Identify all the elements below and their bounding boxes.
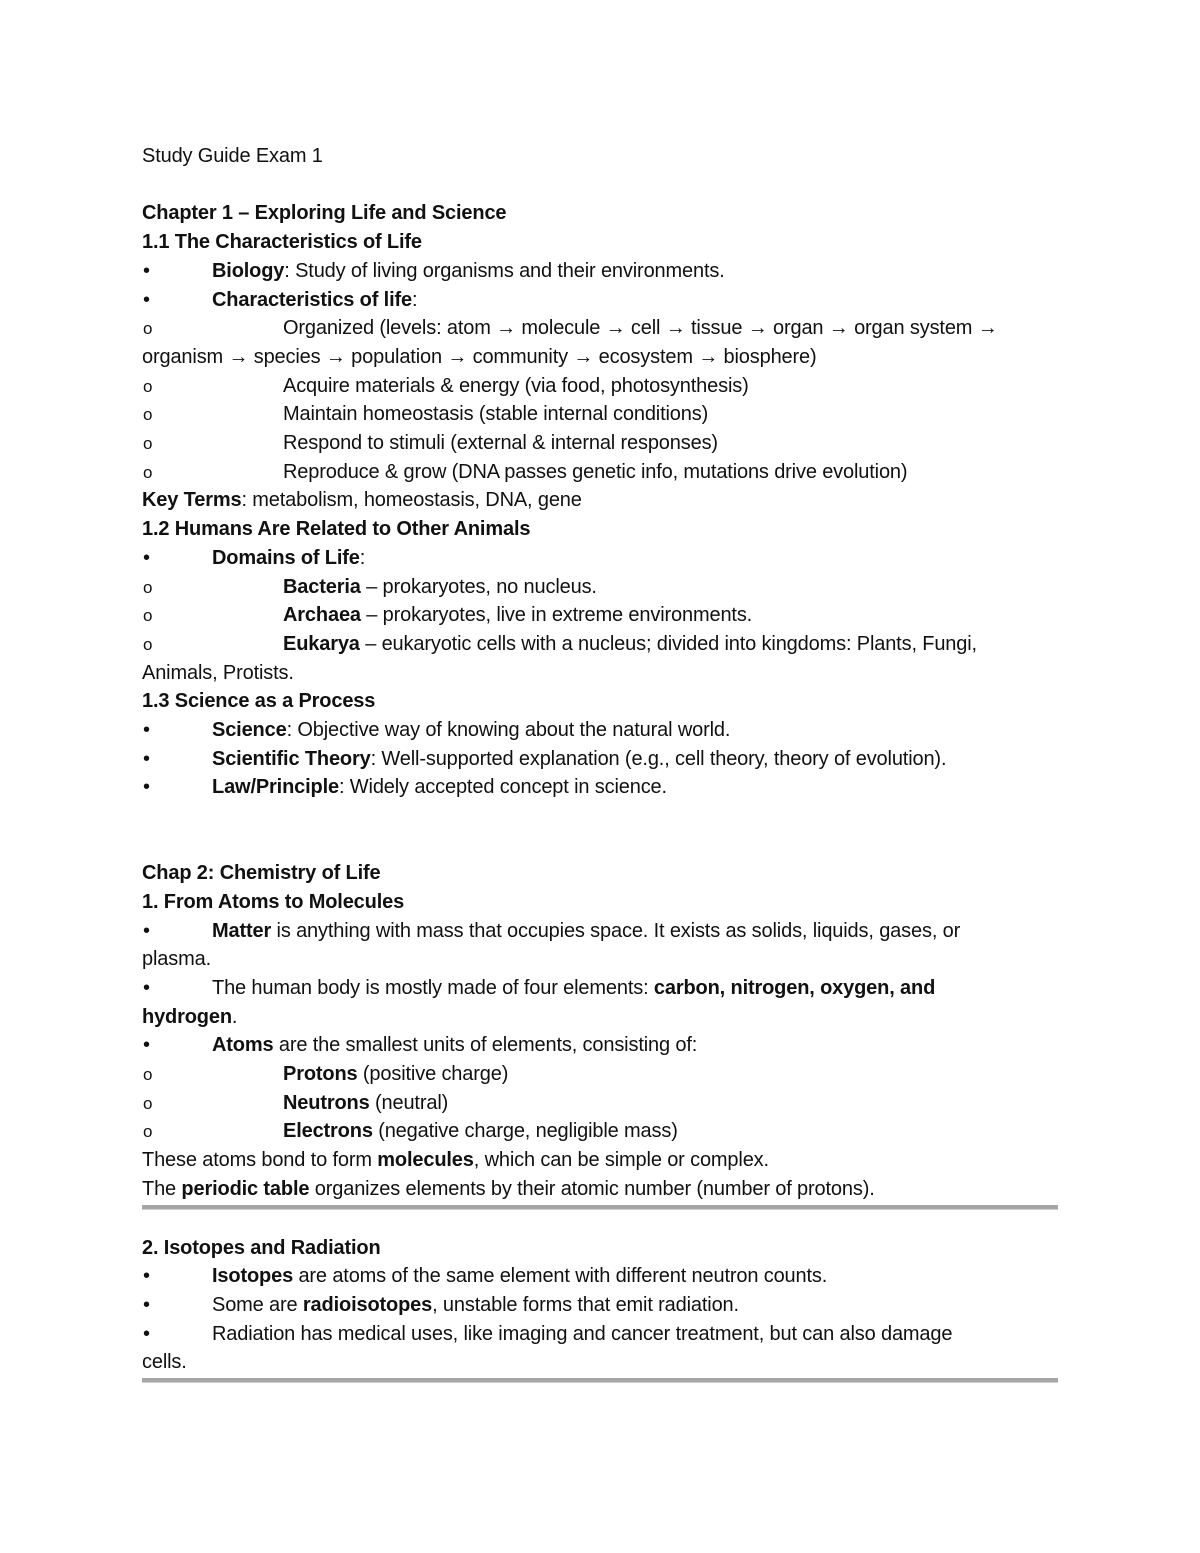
- def-matter-2: plasma.: [142, 948, 211, 971]
- bullet-marker: •: [143, 288, 150, 311]
- bullet-marker: •: [143, 919, 150, 942]
- sub-bacteria: [142, 573, 1062, 602]
- term-science: Science: [212, 719, 287, 742]
- sub-marker: o: [143, 405, 153, 425]
- sub-electrons: [142, 1117, 1062, 1146]
- sub-archaea: [142, 601, 1062, 630]
- chapter-2-heading: Chap 2: Chemistry of Life: [142, 862, 381, 885]
- def-protons: (positive charge): [357, 1063, 509, 1086]
- sub-respond: [142, 429, 1062, 458]
- term-matter: Matter: [212, 919, 272, 942]
- bullet-marker: •: [143, 546, 150, 569]
- key-terms-list: : metabolism, homeostasis, DNA, gene: [241, 489, 582, 512]
- def-biology: : Study of living organisms and their environments.: [284, 259, 725, 282]
- def-isotopes: are atoms of the same element with different neutron counts.: [293, 1265, 828, 1288]
- def-eukarya-1: – eukaryotic cells with a nucleus; divided into kingdoms: Plants, Fungi,: [359, 632, 977, 655]
- sub-organized: [142, 314, 1062, 343]
- sub-reproduce: [142, 458, 1062, 487]
- term-theory: Scientific Theory: [212, 747, 371, 770]
- key-terms-line: [142, 486, 1062, 515]
- periodic-table-line: [142, 1175, 1062, 1204]
- bullet-radioisotopes: [142, 1291, 1062, 1320]
- section-2-1-heading: 1. From Atoms to Molecules: [142, 890, 405, 913]
- radiation-line-1: Radiation has medical uses, like imaging and cancer treatment, but can also damage: [212, 1322, 953, 1345]
- def-bacteria: – prokaryotes, no nucleus.: [360, 575, 597, 598]
- sub-marker: o: [143, 462, 153, 482]
- body-elements-1: carbon, nitrogen, oxygen, and: [653, 976, 936, 999]
- reproduce-text: Reproduce & grow (DNA passes genetic info, mutations drive evolution): [283, 460, 908, 483]
- bullet-characteristics: [142, 286, 1062, 315]
- organized-line-2: organism → species → population → community → ecosystem → biosphere): [142, 345, 817, 368]
- acquire-text: Acquire materials & energy (via food, photosynthesis): [283, 374, 749, 397]
- bullet-body: [142, 974, 1062, 1003]
- term-atoms: Atoms: [212, 1034, 274, 1057]
- sub-marker: o: [143, 634, 153, 654]
- document-page: [142, 142, 1062, 1383]
- key-terms-label: Key Terms: [142, 489, 242, 512]
- term-radioisotopes: radioisotopes: [302, 1294, 433, 1316]
- bullet-atoms: [142, 1031, 1062, 1060]
- term-neutrons: Neutrons: [283, 1091, 370, 1114]
- sub-marker: o: [143, 577, 153, 597]
- sub-marker: o: [143, 1093, 153, 1113]
- colon: :: [411, 288, 418, 311]
- sub-marker: o: [143, 1065, 153, 1085]
- term-biology: Biology: [212, 259, 285, 282]
- body-elements-2: hydrogen: [142, 1005, 232, 1028]
- def-science: : Objective way of knowing about the natural world.: [286, 719, 731, 742]
- bullet-marker: •: [143, 1294, 150, 1316]
- term-bacteria: Bacteria: [283, 575, 361, 598]
- bullet-matter: [142, 917, 1062, 946]
- body-pre: The human body is mostly made of four elements:: [212, 976, 654, 999]
- bond-pre: These atoms bond to form: [142, 1149, 378, 1172]
- spacer: [142, 1210, 1062, 1234]
- sub-marker: o: [143, 376, 153, 396]
- bullet-radiation: [142, 1320, 1062, 1349]
- pt-post: organizes elements by their atomic number (number of protons).: [309, 1177, 875, 1200]
- term-eukarya: Eukarya: [283, 632, 360, 655]
- term-domains: Domains of Life: [212, 546, 360, 569]
- document-title: Study Guide Exam 1: [142, 145, 323, 167]
- def-neutrons: (neutral): [369, 1091, 449, 1114]
- bullet-isotopes: [142, 1262, 1062, 1291]
- section-1-1-heading: 1.1 The Characteristics of Life: [142, 231, 422, 254]
- term-protons: Protons: [283, 1063, 358, 1086]
- bullet-marker: •: [143, 747, 150, 770]
- bullet-marker: •: [143, 976, 150, 999]
- bullet-science: [142, 716, 1062, 745]
- body-end: .: [231, 1005, 238, 1028]
- organized-line-1: Organized (levels: atom → molecule → cell → tissue → organ → organ system →: [283, 317, 998, 340]
- bullet-marker: •: [143, 1265, 150, 1288]
- sub-marker: o: [143, 319, 153, 339]
- bullet-law: [142, 773, 1062, 802]
- section-1-3-heading: 1.3 Science as a Process: [142, 690, 376, 713]
- section-2-2-heading: 2. Isotopes and Radiation: [142, 1236, 381, 1259]
- def-matter-1: is anything with mass that occupies space. It exists as solids, liquids, gases, or: [271, 919, 961, 942]
- def-law: : Widely accepted concept in science.: [338, 776, 667, 799]
- term-archaea: Archaea: [283, 604, 361, 627]
- sub-maintain: [142, 400, 1062, 429]
- horizontal-rule: [142, 1378, 1058, 1383]
- body-line-2: [142, 1003, 1062, 1032]
- respond-text: Respond to stimuli (external & internal responses): [283, 432, 718, 455]
- sub-neutrons: [142, 1089, 1062, 1118]
- radiation-line-2: cells.: [142, 1351, 187, 1374]
- spacer: [142, 802, 1062, 859]
- bullet-marker: •: [143, 1034, 150, 1057]
- bullet-marker: •: [143, 259, 150, 282]
- def-eukarya-2: Animals, Protists.: [142, 661, 294, 684]
- sub-protons: [142, 1060, 1062, 1089]
- bullet-domains: [142, 544, 1062, 573]
- sub-marker: o: [143, 1122, 153, 1142]
- def-theory: : Well-supported explanation (e.g., cell theory, theory of evolution).: [370, 747, 947, 770]
- bullet-marker: •: [143, 776, 150, 799]
- term-law: Law/Principle: [212, 776, 339, 799]
- bullet-theory: [142, 745, 1062, 774]
- sub-marker: o: [143, 606, 153, 626]
- radio-post: , unstable forms that emit radiation.: [432, 1294, 739, 1316]
- sub-marker: o: [143, 434, 153, 454]
- maintain-text: Maintain homeostasis (stable internal conditions): [283, 403, 709, 426]
- term-molecules: molecules: [377, 1149, 474, 1172]
- sub-eukarya: [142, 630, 1062, 659]
- bullet-marker: •: [143, 719, 150, 742]
- def-atoms: are the smallest units of elements, consisting of:: [273, 1034, 698, 1057]
- term-isotopes: Isotopes: [212, 1265, 294, 1288]
- term-characteristics: Characteristics of life: [212, 288, 412, 311]
- sub-acquire: [142, 372, 1062, 401]
- bond-post: , which can be simple or complex.: [473, 1149, 769, 1172]
- section-1-2-heading: 1.2 Humans Are Related to Other Animals: [142, 518, 531, 541]
- bullet-marker: •: [143, 1322, 150, 1345]
- def-electrons: (negative charge, negligible mass): [372, 1120, 678, 1143]
- term-electrons: Electrons: [283, 1120, 373, 1143]
- def-archaea: – prokaryotes, live in extreme environments.: [360, 604, 753, 627]
- radio-pre: Some are: [212, 1294, 303, 1316]
- pt-pre: The: [142, 1177, 182, 1200]
- colon: :: [359, 546, 366, 569]
- bullet-biology: [142, 257, 1062, 286]
- bond-line: [142, 1146, 1062, 1175]
- term-periodic-table: periodic table: [181, 1177, 310, 1200]
- chapter-1-heading: Chapter 1 – Exploring Life and Science: [142, 202, 507, 225]
